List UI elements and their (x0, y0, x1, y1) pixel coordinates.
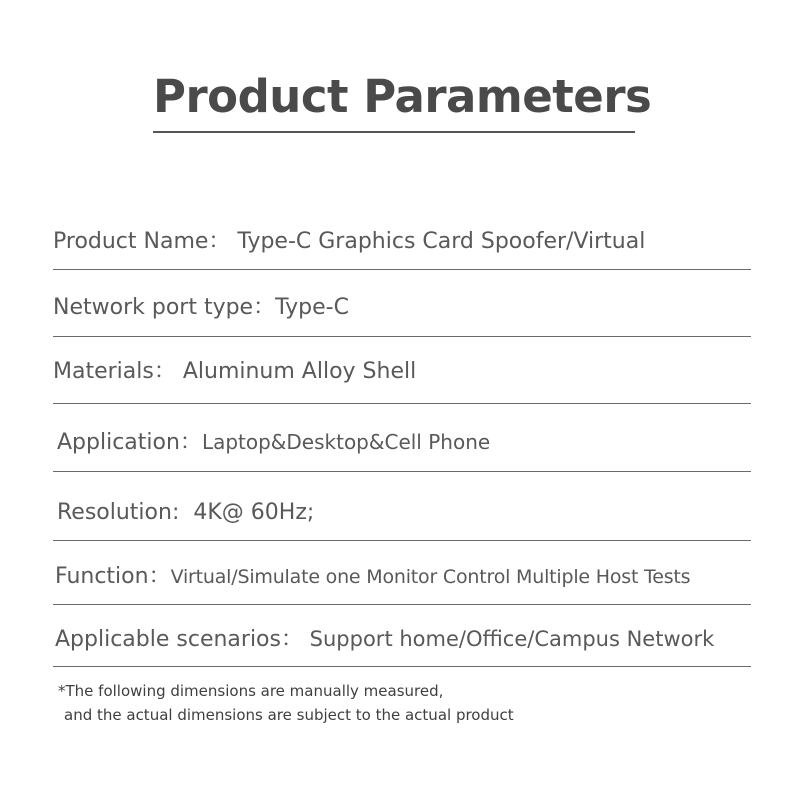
measurement-note-line1: *The following dimensions are manually measured, (58, 682, 444, 700)
param-row-materials (53, 357, 416, 387)
measurement-note-line2: and the actual dimensions are subject to the actual product (64, 706, 514, 724)
param-value: Aluminum Alloy Shell (175, 359, 417, 384)
row-divider (53, 540, 751, 541)
param-value: Support home/Office/Campus Network (302, 627, 715, 651)
row-divider (53, 471, 751, 472)
param-value: Virtual/Simulate one Monitor Control Multiple Host Tests (170, 566, 691, 588)
param-row-resolution (57, 498, 314, 528)
param-value: Type-C (275, 295, 349, 320)
param-row-application (57, 427, 490, 458)
param-label: Function： (55, 564, 171, 589)
param-row-network-port (53, 293, 349, 323)
param-row-scenarios (55, 624, 714, 655)
row-divider (53, 336, 751, 337)
title-underline (153, 131, 635, 133)
param-label: Product Name： (53, 229, 231, 254)
row-divider (53, 666, 751, 667)
row-divider (53, 403, 751, 404)
param-value: 4K@ 60Hz; (179, 500, 315, 525)
page-title: Product Parameters (153, 70, 652, 123)
param-label: Applicable scenarios： (55, 627, 303, 652)
param-value: Type-C Graphics Card Spoofer/Virtual (230, 229, 646, 254)
param-row-product-name (53, 227, 645, 257)
param-label: Application： (57, 430, 202, 455)
param-row-function (55, 562, 690, 592)
row-divider (53, 269, 751, 270)
param-value: Laptop&Desktop&Cell Phone (201, 430, 491, 454)
param-label: Materials： (53, 359, 176, 384)
row-divider (53, 604, 751, 605)
param-label: Resolution: (57, 500, 180, 525)
param-label: Network port type： (53, 295, 276, 320)
